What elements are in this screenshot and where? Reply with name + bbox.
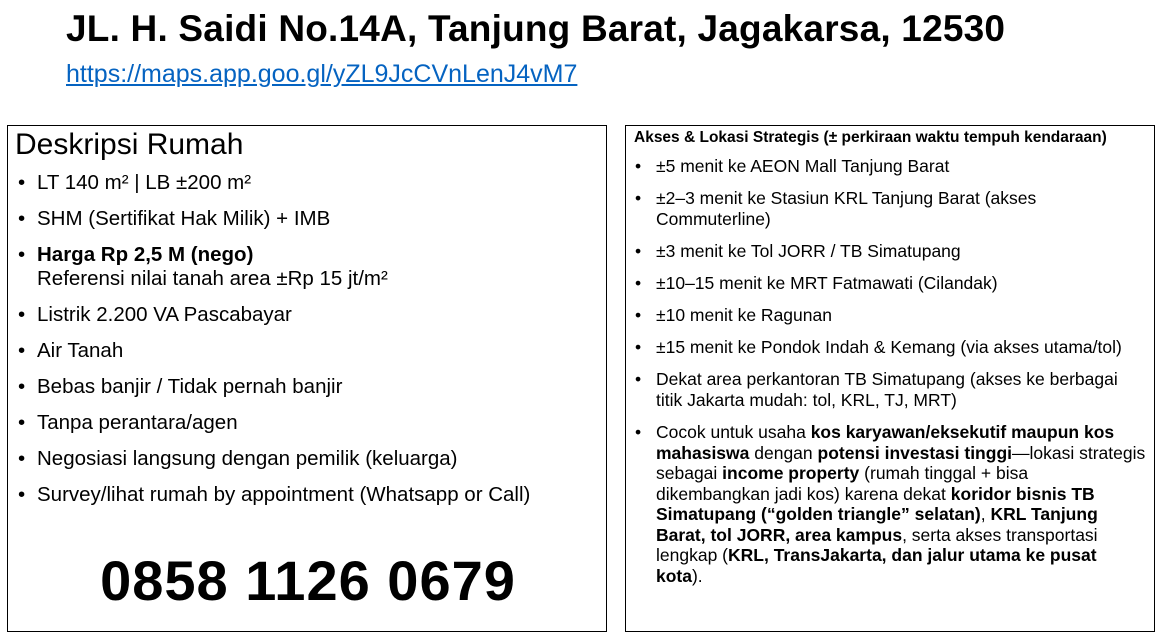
- note-bold-text: KRL Tanjung Barat, tol JORR, area kampus: [656, 504, 1098, 545]
- feature-negotiation: [8, 447, 604, 471]
- access-item: • ±2–3 menit ke Stasiun KRL Tanjung Barat (akses Commuterline): [626, 188, 1152, 230]
- note-bold-text: kos karyawan/eksekutif maupun kos mahasiswa: [656, 422, 1115, 463]
- note-bold-text: KRL, TransJakarta, dan jalur utama ke pusat kota: [656, 545, 1097, 586]
- feature-text: • Air Tanah: [37, 339, 124, 362]
- access-item: • ±10 menit ke Ragunan: [626, 305, 1152, 326]
- note-text: ).: [691, 565, 703, 586]
- feature-text: • LT 140 m² | LB ±200 m²: [37, 171, 252, 194]
- note-bold-text: potensi investasi tinggi: [817, 442, 1012, 463]
- access-item: • ±15 menit ke Pondok Indah & Kemang (via akses utama/tol): [626, 337, 1152, 358]
- note-bold-text: income property: [722, 463, 860, 483]
- feature-flood-free: [8, 375, 604, 399]
- feature-text: • SHM (Sertifikat Hak Milik) + IMB: [37, 207, 331, 230]
- phone-number: 0858 1126 0679: [100, 549, 516, 612]
- access-location-heading: Akses & Lokasi Strategis (± perkiraan waktu tempuh kendaraan): [634, 129, 1107, 146]
- feature-no-agent: [8, 411, 604, 435]
- access-item: • ±5 menit ke AEON Mall Tanjung Barat: [626, 156, 1152, 177]
- feature-text: • Survey/lihat rumah by appointment (Whatsapp or Call): [37, 483, 531, 506]
- feature-electricity: [8, 303, 604, 327]
- note-bold-text: koridor bisnis TB Simatupang (“golden triangle” selatan): [656, 483, 1095, 524]
- feature-text: • Negosiasi langsung dengan pemilik (keluarga): [37, 447, 458, 470]
- feature-certificate: [8, 207, 604, 231]
- house-description-heading: Deskripsi Rumah: [15, 128, 244, 161]
- price-text: • Harga Rp 2,5 M (nego): [37, 243, 254, 266]
- access-item: • ±3 menit ke Tol JORR / TB Simatupang: [626, 241, 1152, 262]
- note-text: dengan: [749, 442, 818, 463]
- feature-water: [8, 339, 604, 363]
- access-list: [626, 156, 1152, 597]
- maps-link[interactable]: https://maps.app.goo.gl/yZL9JcCVnLenJ4vM7: [66, 60, 578, 88]
- house-features-list: [8, 171, 604, 519]
- house-description-panel: [7, 125, 607, 632]
- address-title: JL. H. Saidi No.14A, Tanjung Barat, Jagakarsa, 12530: [66, 8, 1006, 49]
- access-item: • ±10–15 menit ke MRT Fatmawati (Cilandak): [626, 273, 1152, 294]
- feature-land-building-size: [8, 171, 604, 195]
- note-text: , serta akses transportasi lengkap (: [656, 524, 1098, 565]
- note-text: (rumah tinggal + bisa dikembangkan jadi kos) karena dekat: [656, 463, 1029, 504]
- feature-price: [8, 243, 604, 291]
- feature-text: • Listrik 2.200 VA Pascabayar: [37, 303, 292, 326]
- feature-text: • Bebas banjir / Tidak pernah banjir: [37, 375, 343, 398]
- feature-text: • Tanpa perantara/agen: [37, 411, 238, 434]
- price-reference-text: Referensi nilai tanah area ±Rp 15 jt/m²: [37, 267, 388, 290]
- access-item: • Dekat area perkantoran TB Simatupang (akses ke berbagai titik Jakarta mudah: tol, KRL, TJ, MRT): [626, 369, 1152, 411]
- note-text: —lokasi strategis sebagai: [656, 442, 1146, 483]
- note-text: Cocok untuk usaha: [656, 422, 811, 442]
- note-text: ,: [980, 504, 991, 524]
- feature-survey: [8, 483, 604, 507]
- access-location-panel: [625, 125, 1155, 632]
- investment-note: [626, 422, 1152, 586]
